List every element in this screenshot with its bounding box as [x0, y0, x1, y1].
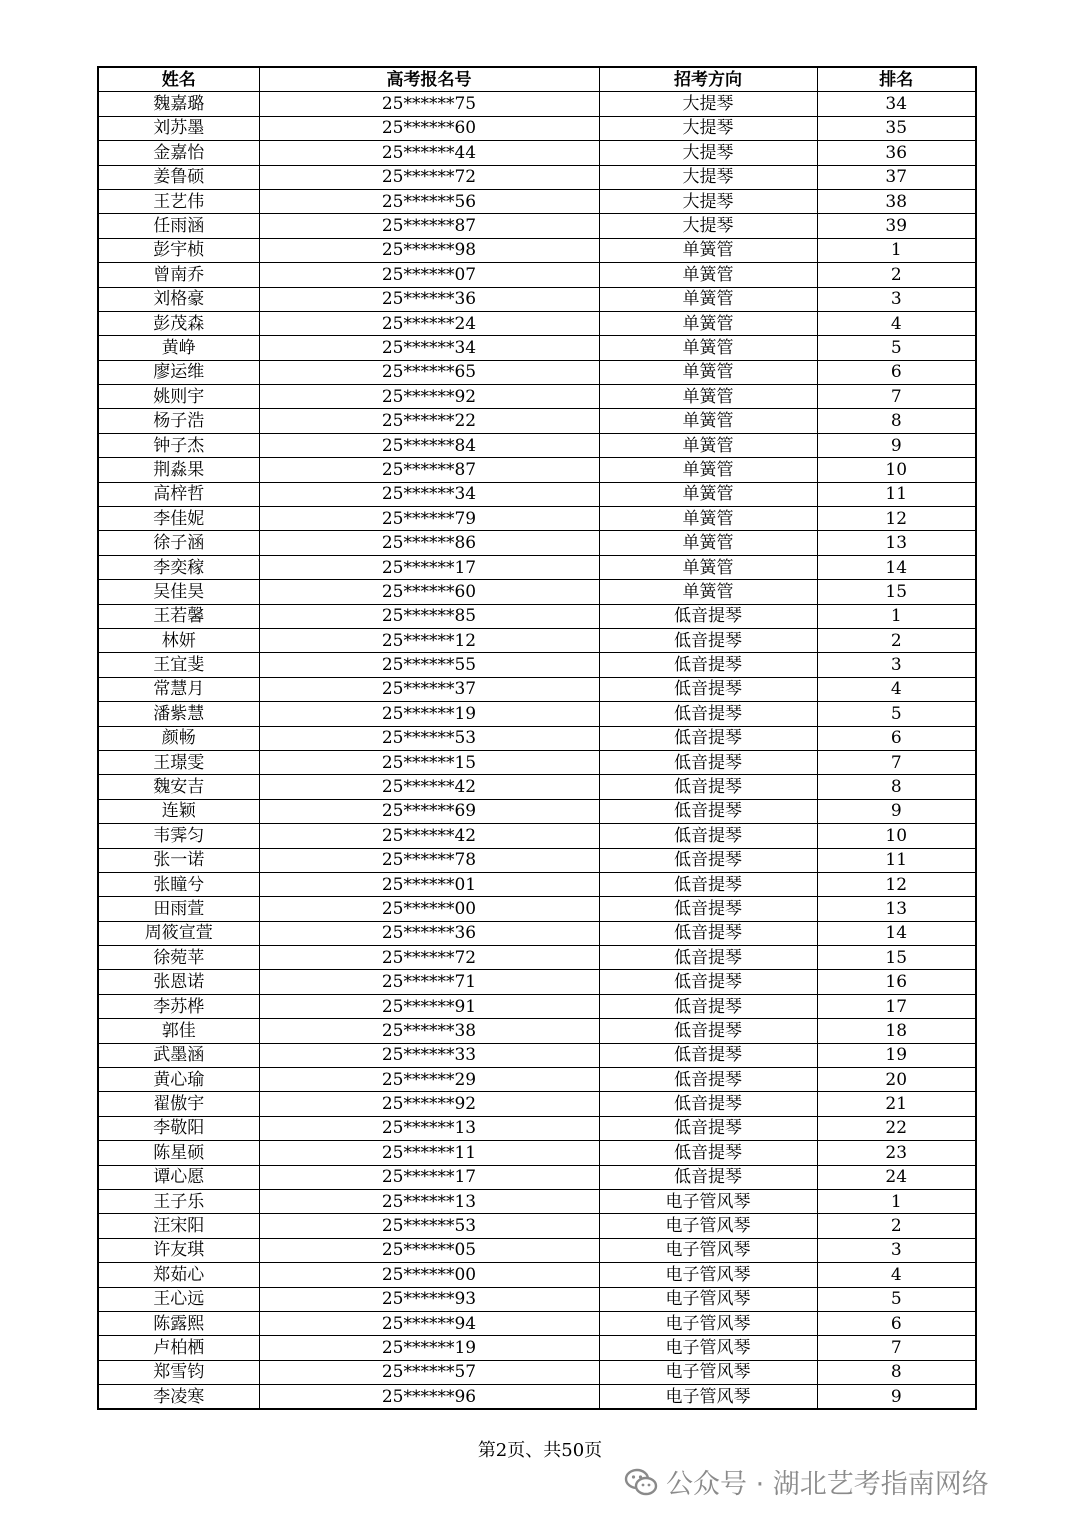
table-row: [98, 824, 976, 848]
cell-direction: 低音提琴: [599, 1019, 817, 1043]
cell-direction: 单簧管: [599, 287, 817, 311]
cell-registration-number: 25******29: [259, 1068, 599, 1092]
table-row: [98, 116, 976, 140]
table-row: [98, 848, 976, 872]
watermark: [624, 1462, 989, 1501]
cell-rank: 6: [817, 1311, 976, 1335]
cell-rank: 11: [817, 848, 976, 872]
cell-rank: 2: [817, 1214, 976, 1238]
cell-name: 王心远: [98, 1287, 259, 1311]
cell-rank: 38: [817, 189, 976, 213]
cell-rank: 5: [817, 702, 976, 726]
cell-direction: 电子管风琴: [599, 1360, 817, 1384]
cell-direction: 单簧管: [599, 507, 817, 531]
cell-rank: 17: [817, 994, 976, 1018]
cell-registration-number: 25******22: [259, 409, 599, 433]
table-row: [98, 141, 976, 165]
table-row: [98, 189, 976, 213]
cell-registration-number: 25******57: [259, 1360, 599, 1384]
cell-rank: 34: [817, 92, 976, 116]
cell-direction: 单簧管: [599, 263, 817, 287]
table-row: [98, 897, 976, 921]
ranking-table: [97, 66, 977, 1410]
cell-registration-number: 25******86: [259, 531, 599, 555]
cell-name: 魏嘉璐: [98, 92, 259, 116]
cell-name: 林妍: [98, 628, 259, 652]
table-row: [98, 458, 976, 482]
cell-registration-number: 25******36: [259, 287, 599, 311]
cell-registration-number: 25******85: [259, 604, 599, 628]
cell-rank: 1: [817, 604, 976, 628]
watermark-text: 公众号 · 湖北艺考指南网络: [666, 1469, 989, 1500]
cell-rank: 8: [817, 409, 976, 433]
cell-direction: 电子管风琴: [599, 1238, 817, 1262]
cell-name: 彭宇桢: [98, 238, 259, 262]
cell-direction: 单簧管: [599, 433, 817, 457]
cell-name: 潘紫慧: [98, 702, 259, 726]
cell-direction: 低音提琴: [599, 848, 817, 872]
cell-direction: 电子管风琴: [599, 1336, 817, 1360]
table-row: [98, 92, 976, 116]
cell-direction: 低音提琴: [599, 1165, 817, 1189]
table-row: [98, 482, 976, 506]
cell-registration-number: 25******65: [259, 360, 599, 384]
cell-name: 武墨涵: [98, 1043, 259, 1067]
cell-name: 曾南乔: [98, 263, 259, 287]
cell-registration-number: 25******33: [259, 1043, 599, 1067]
cell-registration-number: 25******60: [259, 116, 599, 140]
table-row: [98, 1214, 976, 1238]
cell-registration-number: 25******05: [259, 1238, 599, 1262]
cell-direction: 电子管风琴: [599, 1189, 817, 1213]
cell-name: 许友琪: [98, 1238, 259, 1262]
cell-rank: 36: [817, 141, 976, 165]
cell-registration-number: 25******38: [259, 1019, 599, 1043]
cell-direction: 单簧管: [599, 458, 817, 482]
cell-rank: 7: [817, 385, 976, 409]
cell-rank: 12: [817, 507, 976, 531]
cell-name: 郭佳: [98, 1019, 259, 1043]
cell-registration-number: 25******60: [259, 580, 599, 604]
cell-name: 钟子杰: [98, 433, 259, 457]
table-row: [98, 750, 976, 774]
cell-rank: 9: [817, 433, 976, 457]
cell-registration-number: 25******53: [259, 726, 599, 750]
cell-rank: 1: [817, 1189, 976, 1213]
table-row: [98, 799, 976, 823]
cell-name: 颜畅: [98, 726, 259, 750]
cell-direction: 低音提琴: [599, 1141, 817, 1165]
cell-name: 张恩诺: [98, 970, 259, 994]
cell-rank: 8: [817, 775, 976, 799]
table-row: [98, 311, 976, 335]
table-row: [98, 1116, 976, 1140]
cell-registration-number: 25******92: [259, 385, 599, 409]
table-row: [98, 1385, 976, 1410]
cell-rank: 37: [817, 165, 976, 189]
cell-rank: 2: [817, 263, 976, 287]
cell-registration-number: 25******75: [259, 92, 599, 116]
cell-name: 李佳妮: [98, 507, 259, 531]
cell-name: 翟傲宇: [98, 1092, 259, 1116]
cell-rank: 3: [817, 653, 976, 677]
cell-direction: 低音提琴: [599, 702, 817, 726]
cell-direction: 低音提琴: [599, 1068, 817, 1092]
page-indicator: 第2页、共50页: [477, 1440, 603, 1461]
cell-rank: 13: [817, 531, 976, 555]
table-row: [98, 433, 976, 457]
cell-direction: 电子管风琴: [599, 1214, 817, 1238]
cell-rank: 35: [817, 116, 976, 140]
cell-rank: 7: [817, 1336, 976, 1360]
table-row: [98, 385, 976, 409]
table-row: [98, 1092, 976, 1116]
table-row: [98, 921, 976, 945]
cell-registration-number: 25******19: [259, 702, 599, 726]
cell-name: 任雨涵: [98, 214, 259, 238]
cell-rank: 4: [817, 677, 976, 701]
cell-rank: 14: [817, 921, 976, 945]
cell-direction: 低音提琴: [599, 994, 817, 1018]
table-row: [98, 1360, 976, 1384]
table-row: [98, 1189, 976, 1213]
table-row: [98, 165, 976, 189]
cell-rank: 14: [817, 555, 976, 579]
cell-name: 卢柏栖: [98, 1336, 259, 1360]
table-row: [98, 1263, 976, 1287]
cell-rank: 22: [817, 1116, 976, 1140]
cell-rank: 6: [817, 726, 976, 750]
cell-name: 高梓哲: [98, 482, 259, 506]
cell-registration-number: 25******00: [259, 1263, 599, 1287]
table-row: [98, 263, 976, 287]
table-row: [98, 287, 976, 311]
table-row: [98, 409, 976, 433]
cell-registration-number: 25******87: [259, 214, 599, 238]
wechat-icon: [624, 1465, 658, 1499]
cell-direction: 低音提琴: [599, 628, 817, 652]
cell-direction: 低音提琴: [599, 970, 817, 994]
cell-direction: 电子管风琴: [599, 1311, 817, 1335]
cell-rank: 23: [817, 1141, 976, 1165]
cell-registration-number: 25******93: [259, 1287, 599, 1311]
table-row: [98, 531, 976, 555]
table-row: [98, 1068, 976, 1092]
table-row: [98, 580, 976, 604]
table-row: [98, 1238, 976, 1262]
cell-registration-number: 25******96: [259, 1385, 599, 1410]
cell-name: 韦霁匀: [98, 824, 259, 848]
cell-rank: 15: [817, 946, 976, 970]
cell-rank: 5: [817, 1287, 976, 1311]
cell-registration-number: 25******71: [259, 970, 599, 994]
cell-registration-number: 25******37: [259, 677, 599, 701]
cell-rank: 1: [817, 238, 976, 262]
cell-name: 黄峥: [98, 336, 259, 360]
table-row: [98, 555, 976, 579]
cell-rank: 7: [817, 750, 976, 774]
cell-name: 金嘉怡: [98, 141, 259, 165]
cell-name: 汪宋阳: [98, 1214, 259, 1238]
cell-direction: 单簧管: [599, 531, 817, 555]
cell-rank: 21: [817, 1092, 976, 1116]
cell-direction: 电子管风琴: [599, 1263, 817, 1287]
cell-name: 姜鲁硕: [98, 165, 259, 189]
cell-registration-number: 25******98: [259, 238, 599, 262]
cell-name: 徐菀苹: [98, 946, 259, 970]
cell-rank: 18: [817, 1019, 976, 1043]
cell-rank: 24: [817, 1165, 976, 1189]
cell-rank: 16: [817, 970, 976, 994]
cell-registration-number: 25******53: [259, 1214, 599, 1238]
cell-direction: 大提琴: [599, 165, 817, 189]
table-row: [98, 872, 976, 896]
cell-rank: 3: [817, 287, 976, 311]
cell-rank: 11: [817, 482, 976, 506]
cell-rank: 10: [817, 458, 976, 482]
cell-direction: 单簧管: [599, 555, 817, 579]
cell-registration-number: 25******11: [259, 1141, 599, 1165]
cell-direction: 低音提琴: [599, 921, 817, 945]
cell-name: 李苏桦: [98, 994, 259, 1018]
cell-registration-number: 25******13: [259, 1189, 599, 1213]
cell-name: 陈星硕: [98, 1141, 259, 1165]
cell-name: 廖运维: [98, 360, 259, 384]
cell-registration-number: 25******15: [259, 750, 599, 774]
cell-direction: 电子管风琴: [599, 1287, 817, 1311]
cell-registration-number: 25******42: [259, 824, 599, 848]
table-row: [98, 1165, 976, 1189]
table-row: [98, 214, 976, 238]
cell-registration-number: 25******94: [259, 1311, 599, 1335]
cell-direction: 低音提琴: [599, 653, 817, 677]
cell-direction: 低音提琴: [599, 677, 817, 701]
cell-name: 王艺伟: [98, 189, 259, 213]
cell-direction: 大提琴: [599, 141, 817, 165]
cell-rank: 39: [817, 214, 976, 238]
cell-registration-number: 25******69: [259, 799, 599, 823]
cell-name: 杨子浩: [98, 409, 259, 433]
header-direction: 招考方向: [599, 67, 817, 92]
cell-registration-number: 25******24: [259, 311, 599, 335]
cell-direction: 单簧管: [599, 238, 817, 262]
cell-name: 谭心愿: [98, 1165, 259, 1189]
table-row: [98, 726, 976, 750]
cell-direction: 低音提琴: [599, 897, 817, 921]
cell-name: 周筱宣萱: [98, 921, 259, 945]
cell-registration-number: 25******07: [259, 263, 599, 287]
cell-name: 张瞳兮: [98, 872, 259, 896]
table-row: [98, 1311, 976, 1335]
cell-direction: 低音提琴: [599, 872, 817, 896]
cell-registration-number: 25******91: [259, 994, 599, 1018]
table-row: [98, 994, 976, 1018]
cell-rank: 10: [817, 824, 976, 848]
cell-name: 刘苏墨: [98, 116, 259, 140]
cell-name: 王若馨: [98, 604, 259, 628]
table-row: [98, 775, 976, 799]
cell-direction: 单簧管: [599, 580, 817, 604]
table-row: [98, 1141, 976, 1165]
cell-direction: 低音提琴: [599, 1092, 817, 1116]
table-row: [98, 628, 976, 652]
cell-name: 王宜斐: [98, 653, 259, 677]
cell-direction: 低音提琴: [599, 750, 817, 774]
cell-direction: 电子管风琴: [599, 1385, 817, 1410]
cell-direction: 低音提琴: [599, 1043, 817, 1067]
cell-registration-number: 25******36: [259, 921, 599, 945]
table-row: [98, 653, 976, 677]
table-row: [98, 1287, 976, 1311]
cell-registration-number: 25******00: [259, 897, 599, 921]
cell-name: 连颖: [98, 799, 259, 823]
table-row: [98, 677, 976, 701]
cell-direction: 大提琴: [599, 189, 817, 213]
table-row: [98, 1043, 976, 1067]
cell-rank: 4: [817, 311, 976, 335]
table-row: [98, 1336, 976, 1360]
cell-registration-number: 25******87: [259, 458, 599, 482]
cell-rank: 20: [817, 1068, 976, 1092]
cell-rank: 12: [817, 872, 976, 896]
cell-registration-number: 25******17: [259, 555, 599, 579]
cell-name: 黄心瑜: [98, 1068, 259, 1092]
cell-name: 王子乐: [98, 1189, 259, 1213]
cell-direction: 低音提琴: [599, 799, 817, 823]
cell-direction: 大提琴: [599, 214, 817, 238]
cell-name: 彭茂森: [98, 311, 259, 335]
cell-registration-number: 25******84: [259, 433, 599, 457]
cell-name: 李凌寒: [98, 1385, 259, 1410]
cell-direction: 单簧管: [599, 360, 817, 384]
cell-registration-number: 25******42: [259, 775, 599, 799]
cell-registration-number: 25******34: [259, 336, 599, 360]
cell-registration-number: 25******72: [259, 946, 599, 970]
cell-rank: 6: [817, 360, 976, 384]
cell-name: 吴佳昊: [98, 580, 259, 604]
cell-name: 李奕稼: [98, 555, 259, 579]
cell-registration-number: 25******72: [259, 165, 599, 189]
cell-rank: 5: [817, 336, 976, 360]
cell-rank: 4: [817, 1263, 976, 1287]
cell-name: 常慧月: [98, 677, 259, 701]
table-row: [98, 507, 976, 531]
cell-name: 田雨萱: [98, 897, 259, 921]
header-name: 姓名: [98, 67, 259, 92]
cell-name: 郑茹心: [98, 1263, 259, 1287]
cell-registration-number: 25******17: [259, 1165, 599, 1189]
cell-direction: 单簧管: [599, 482, 817, 506]
cell-registration-number: 25******55: [259, 653, 599, 677]
cell-registration-number: 25******78: [259, 848, 599, 872]
cell-registration-number: 25******56: [259, 189, 599, 213]
cell-registration-number: 25******79: [259, 507, 599, 531]
cell-direction: 大提琴: [599, 116, 817, 140]
cell-rank: 9: [817, 1385, 976, 1410]
cell-rank: 2: [817, 628, 976, 652]
cell-rank: 3: [817, 1238, 976, 1262]
cell-rank: 19: [817, 1043, 976, 1067]
cell-registration-number: 25******92: [259, 1092, 599, 1116]
cell-rank: 9: [817, 799, 976, 823]
cell-direction: 单簧管: [599, 385, 817, 409]
cell-registration-number: 25******19: [259, 1336, 599, 1360]
cell-direction: 低音提琴: [599, 946, 817, 970]
cell-direction: 低音提琴: [599, 604, 817, 628]
cell-rank: 13: [817, 897, 976, 921]
table-row: [98, 702, 976, 726]
cell-direction: 低音提琴: [599, 824, 817, 848]
cell-direction: 大提琴: [599, 92, 817, 116]
cell-rank: 15: [817, 580, 976, 604]
table-row: [98, 1019, 976, 1043]
table-row: [98, 336, 976, 360]
cell-registration-number: 25******13: [259, 1116, 599, 1140]
cell-registration-number: 25******34: [259, 482, 599, 506]
table-row: [98, 604, 976, 628]
cell-name: 张一诺: [98, 848, 259, 872]
table-row: [98, 238, 976, 262]
table-row: [98, 946, 976, 970]
cell-direction: 低音提琴: [599, 1116, 817, 1140]
cell-direction: 单簧管: [599, 311, 817, 335]
cell-name: 陈露熙: [98, 1311, 259, 1335]
cell-name: 郑雪钧: [98, 1360, 259, 1384]
cell-registration-number: 25******12: [259, 628, 599, 652]
cell-name: 荆淼果: [98, 458, 259, 482]
cell-name: 姚则宇: [98, 385, 259, 409]
cell-direction: 低音提琴: [599, 775, 817, 799]
header-registration-number: 高考报名号: [259, 67, 599, 92]
cell-name: 王璟雯: [98, 750, 259, 774]
cell-name: 李敬阳: [98, 1116, 259, 1140]
cell-direction: 单簧管: [599, 336, 817, 360]
cell-registration-number: 25******44: [259, 141, 599, 165]
cell-direction: 单簧管: [599, 409, 817, 433]
cell-name: 徐子涵: [98, 531, 259, 555]
cell-registration-number: 25******01: [259, 872, 599, 896]
table-header-row: [98, 67, 976, 92]
table-row: [98, 360, 976, 384]
cell-direction: 低音提琴: [599, 726, 817, 750]
header-rank: 排名: [817, 67, 976, 92]
cell-name: 刘格豪: [98, 287, 259, 311]
cell-name: 魏安吉: [98, 775, 259, 799]
cell-rank: 8: [817, 1360, 976, 1384]
table-row: [98, 970, 976, 994]
